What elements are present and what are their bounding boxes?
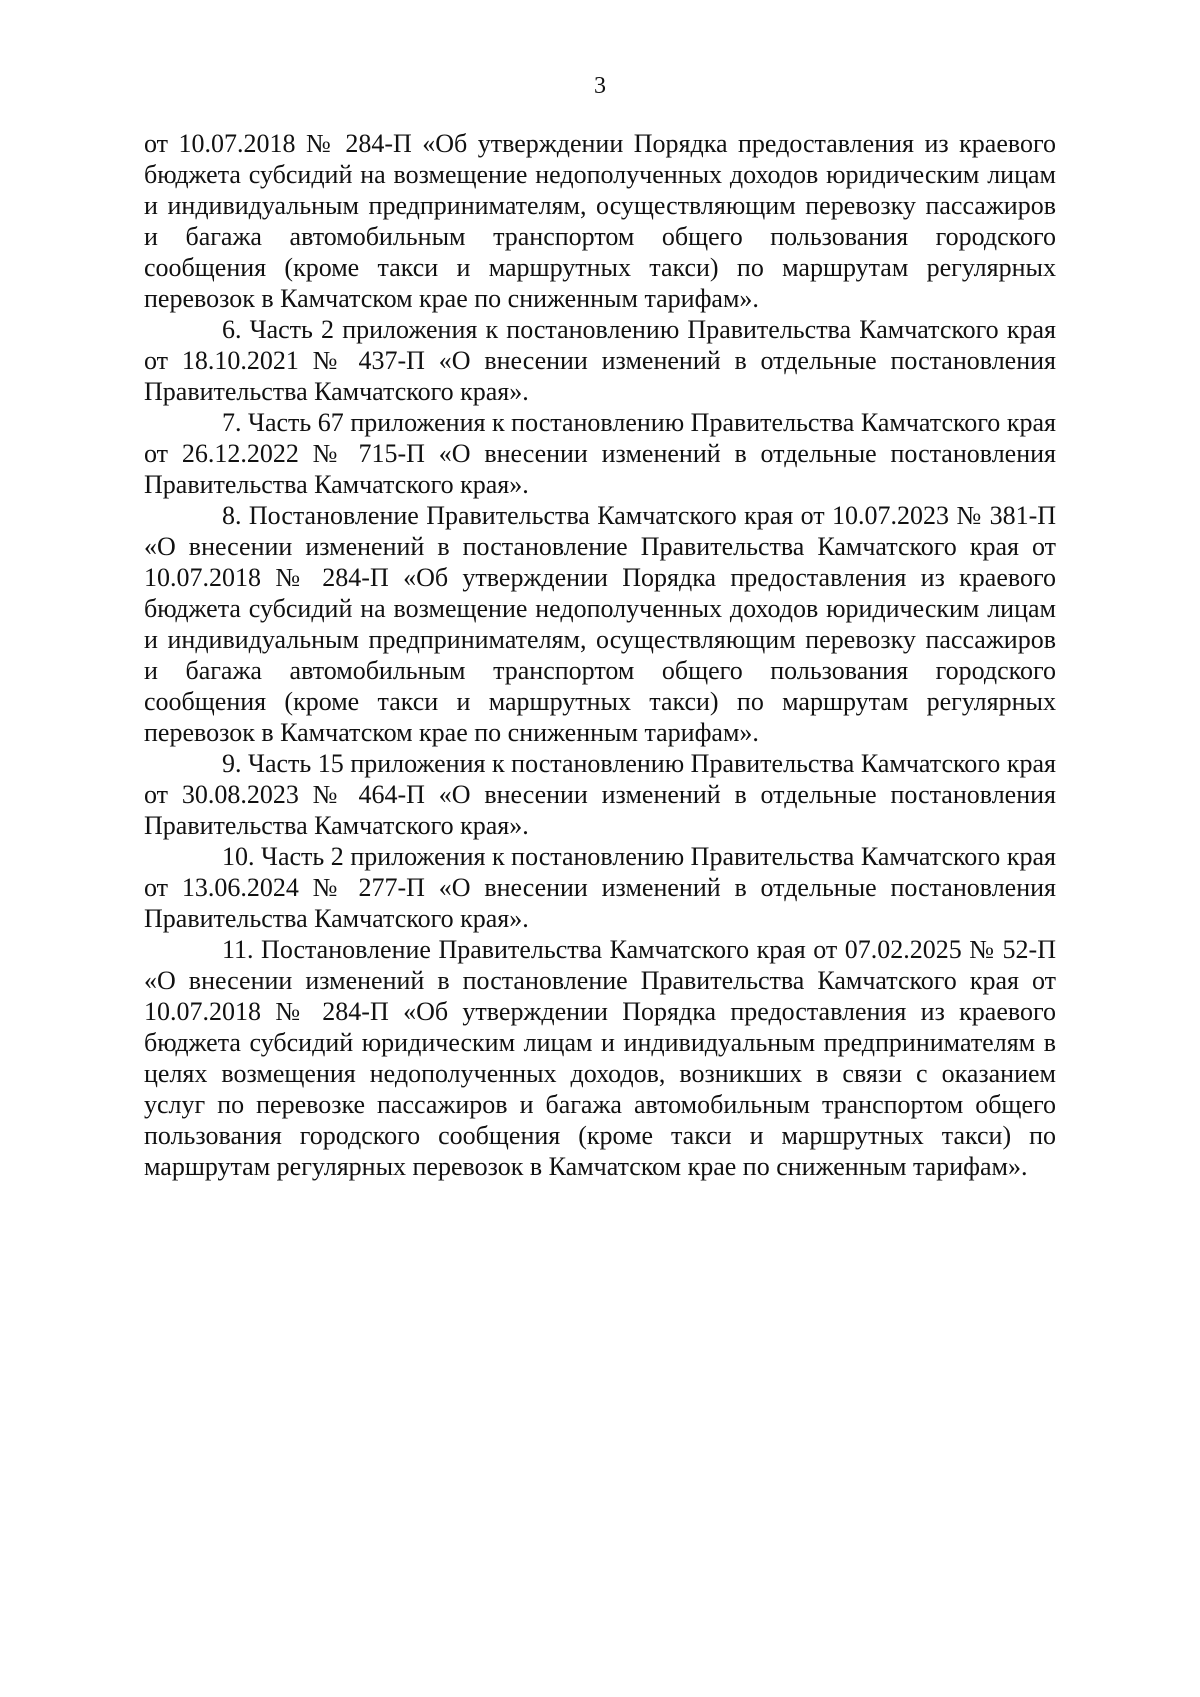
list-item-9: 9. Часть 15 приложения к постановлению Правительства Камчатского края от 30.08.2023 № 464-П «О внесении изменений в отдельные постановления Правительства Камчатского края».	[144, 749, 1056, 840]
paragraph-continuation: от 10.07.2018 № 284-П «Об утверждении Порядка предоставления из краевого бюджета субсидий на возмещение недополученных доходов юридическим лицам и индивидуальным предпринимателям, осуществляющим перевозку пассажиров и багажа автомобильным транспортом общего пользования городского сообщения (кроме такси и маршрутных такси) по маршрутам регулярных перевозок в Камчатском крае по сниженным тарифам».	[144, 129, 1056, 313]
list-item-11: 11. Постановление Правительства Камчатского края от 07.02.2025 № 52-П «О внесении изменений в постановление Правительства Камчатского края от 10.07.2018 № 284-П «Об утверждении Порядка предоставления из краевого бюджета субсидий юридическим лицам и индивидуальным предпринимателям в целях возмещения недополученных доходов, возникших в связи с оказанием услуг по перевозке пассажиров и багажа автомобильным транспортом общего пользования городского сообщения (кроме такси и маршрутных такси) по маршрутам регулярных перевозок в Камчатском крае по сниженным тарифам».	[144, 935, 1056, 1181]
list-item-10: 10. Часть 2 приложения к постановлению Правительства Камчатского края от 13.06.2024 № 277-П «О внесении изменений в отдельные постановления Правительства Камчатского края».	[144, 842, 1056, 933]
list-item-6: 6. Часть 2 приложения к постановлению Правительства Камчатского края от 18.10.2021 № 437-П «О внесении изменений в отдельные постановления Правительства Камчатского края».	[144, 315, 1056, 406]
page-number: 3	[594, 73, 606, 99]
list-item-8: 8. Постановление Правительства Камчатского края от 10.07.2023 № 381-П «О внесении изменений в постановление Правительства Камчатского края от 10.07.2018 № 284-П «Об утверждении Порядка предоставления из краевого бюджета субсидий на возмещение недополученных доходов юридическим лицам и индивидуальным предпринимателям, осуществляющим перевозку пассажиров и багажа автомобильным транспортом общего пользования городского сообщения (кроме такси и маршрутных такси) по маршрутам регулярных перевозок в Камчатском крае по сниженным тарифам».	[144, 501, 1056, 747]
list-item-7: 7. Часть 67 приложения к постановлению Правительства Камчатского края от 26.12.2022 № 715-П «О внесении изменений в отдельные постановления Правительства Камчатского края».	[144, 408, 1056, 499]
document-body	[144, 128, 1056, 1182]
